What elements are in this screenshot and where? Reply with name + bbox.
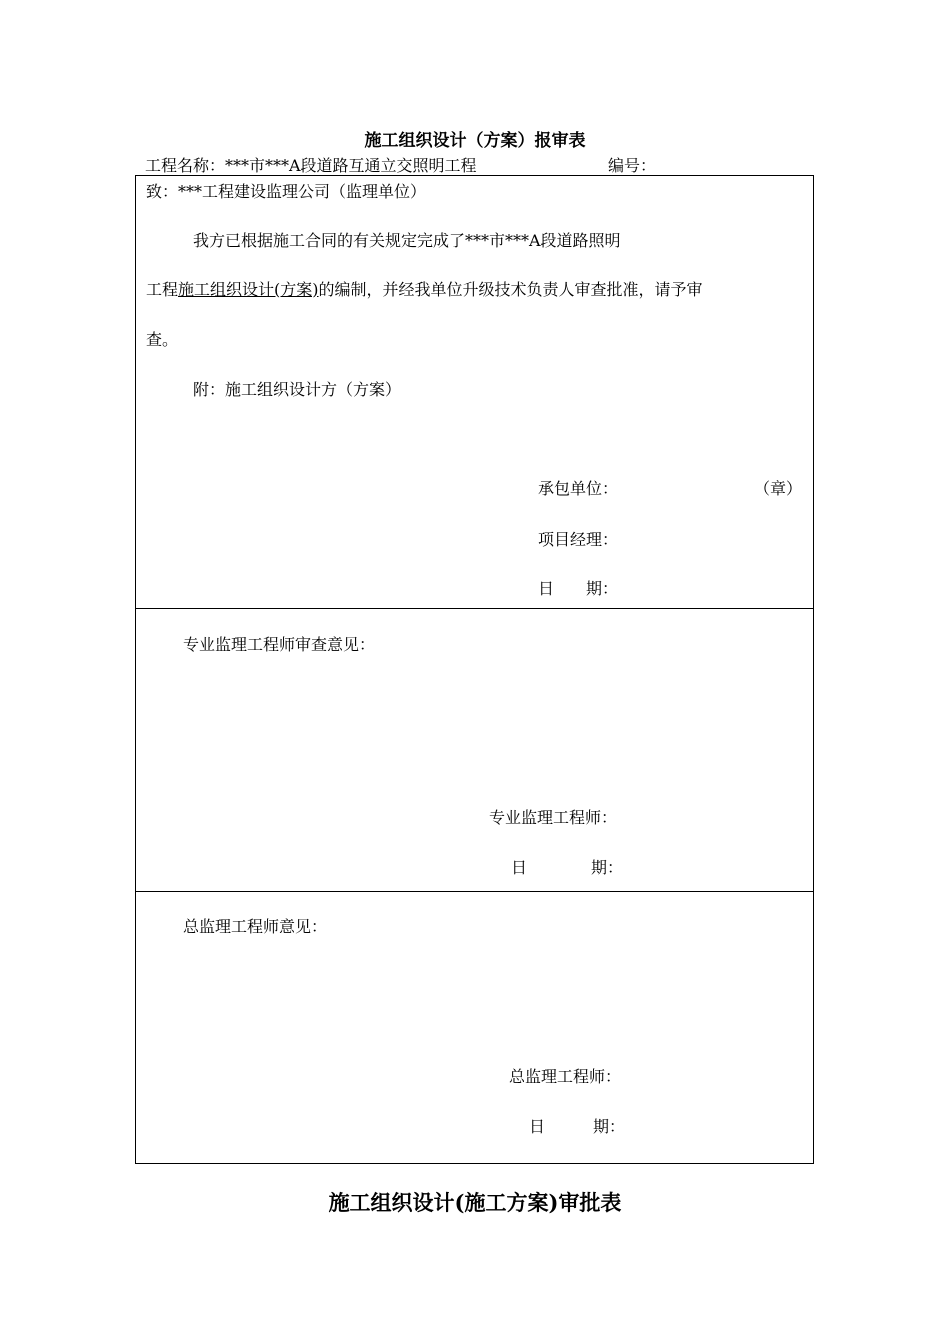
project-manager-label: 项目经理： xyxy=(538,530,619,549)
chief-engineer-label: 总监理工程师： xyxy=(509,1067,622,1086)
recipient-line: 致：***工程建设监理公司（监理单位） xyxy=(146,182,427,201)
contractor-label: 承包单位： xyxy=(538,479,619,498)
number-label: 编号： xyxy=(608,156,657,175)
date-label: 日 期： xyxy=(538,579,619,598)
contractor-submission-section xyxy=(136,176,813,609)
supervising-engineer-section xyxy=(136,609,813,892)
chief-engineer-section xyxy=(136,892,813,1164)
supervisor-date-label: 日 期： xyxy=(511,858,624,877)
supervising-engineer-label: 专业监理工程师： xyxy=(489,808,618,827)
body-line-2 xyxy=(146,277,703,300)
seal-label: （章） xyxy=(754,479,803,498)
body-line-2-prefix: 工程 xyxy=(146,280,179,299)
chief-date-label: 日 期： xyxy=(529,1117,626,1136)
form-title: 施工组织设计（方案）报审表 xyxy=(364,131,586,151)
approval-table-title: 施工组织设计(施工方案)审批表 xyxy=(328,1190,622,1215)
body-line-1: 我方已根据施工合同的有关规定完成了***市***A段道路照明 xyxy=(193,231,621,250)
attachment-line: 附：施工组织设计方（方案） xyxy=(193,380,402,399)
body-line-2-suffix: 的编制，并经我单位升级技术负责人审查批准，请予审 xyxy=(318,280,703,299)
project-name: 工程名称：***市***A段道路互通立交照明工程 xyxy=(145,156,477,175)
approval-form-table xyxy=(135,175,814,1164)
document-type-underlined: 施工组织设计(方案) xyxy=(178,280,319,299)
chief-opinion-heading: 总监理工程师意见： xyxy=(183,917,328,936)
supervisor-opinion-heading: 专业监理工程师审查意见： xyxy=(183,635,376,654)
body-line-3: 查。 xyxy=(146,330,179,349)
